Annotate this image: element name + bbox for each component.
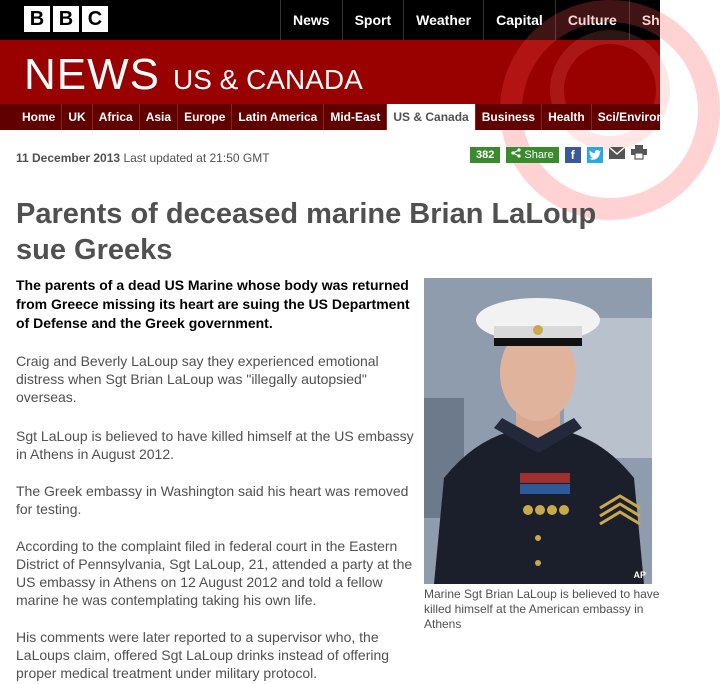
section-nav-home[interactable]: Home <box>22 110 56 124</box>
email-icon[interactable] <box>609 146 625 164</box>
last-updated: Last updated at 21:50 GMT <box>123 151 270 165</box>
section-nav <box>0 104 693 130</box>
article-photo <box>424 278 652 584</box>
bbc-logo-letter: B <box>24 6 50 32</box>
share-count: 382 <box>470 147 500 163</box>
top-nav-weather[interactable]: Weather <box>403 0 483 40</box>
print-icon[interactable] <box>631 145 647 164</box>
section-nav-africa[interactable]: Africa <box>92 104 139 130</box>
share-icon <box>511 147 521 163</box>
section-nav-us-canada[interactable]: US & Canada <box>386 104 474 130</box>
share-button[interactable] <box>506 147 558 163</box>
facebook-icon[interactable]: f <box>565 147 581 163</box>
article-paragraph: His comments were later reported to a supervisor who, the LaLoups claim, offered Sgt LaLoup drinks instead of offering proper medical treatment under military protocol. <box>16 629 390 681</box>
section-nav-europe[interactable]: Europe <box>177 104 231 130</box>
section-nav-health[interactable]: Health <box>541 104 591 130</box>
section-nav-latin-america[interactable]: Latin America <box>231 104 323 130</box>
twitter-icon[interactable] <box>587 147 603 163</box>
share-tools <box>470 145 647 164</box>
news-masthead <box>0 40 660 104</box>
masthead-decoration <box>550 30 670 150</box>
section-nav-sci-environment[interactable]: Sci/Environment <box>591 104 699 130</box>
article-headline: Parents of deceased marine Brian LaLoup sue Greeks <box>16 198 597 266</box>
bbc-logo-letter: B <box>53 6 79 32</box>
share-label: Share <box>524 148 554 161</box>
marine-portrait-image <box>424 278 652 584</box>
section-nav-business[interactable]: Business <box>475 104 541 130</box>
top-nav-news[interactable]: News <box>280 0 342 40</box>
top-nav-culture[interactable]: Culture <box>555 0 629 40</box>
section-nav-mid-east[interactable]: Mid-East <box>323 104 386 130</box>
dateline <box>16 151 270 165</box>
top-nav-capital[interactable]: Capital <box>483 0 555 40</box>
masthead-edition[interactable]: US & CANADA <box>173 64 363 95</box>
section-nav-uk[interactable]: UK <box>61 104 91 130</box>
top-nav-sport[interactable]: Sport <box>342 0 404 40</box>
publish-date: 11 December 2013 <box>16 151 121 165</box>
masthead-title[interactable]: NEWS <box>24 50 160 99</box>
article-paragraph: According to the complaint filed in federal court in the Eastern District of Pennsylvania, Sgt LaLoup, 21, attended a party at the US embassy in Athens on 12 August 2012 and told a fellow marine he was contemplating taking his own life. <box>16 538 413 608</box>
article-paragraph: Craig and Beverly LaLoup say they experienced emotional distress when Sgt Brian LaLoup was "illegally autopsied" overseas. <box>16 353 379 405</box>
photo-caption: Marine Sgt Brian LaLoup is believed to have killed himself at the American embassy in Athens <box>424 587 660 631</box>
bbc-logo[interactable] <box>24 6 108 32</box>
bbc-logo-letter: C <box>82 6 108 32</box>
article-paragraph: Sgt LaLoup is believed to have killed himself at the US embassy in Athens in August 2012. <box>16 428 414 462</box>
article-intro: The parents of a dead US Marine whose body was returned from Greece missing its heart are suing the US Department of Defense and the Greek government. <box>16 277 410 331</box>
photo-credit: AP <box>633 570 646 580</box>
article-paragraph: The Greek embassy in Washington said his heart was removed for testing. <box>16 483 409 517</box>
section-nav-asia[interactable]: Asia <box>139 104 177 130</box>
top-nav-shop[interactable]: Shop <box>629 0 689 40</box>
